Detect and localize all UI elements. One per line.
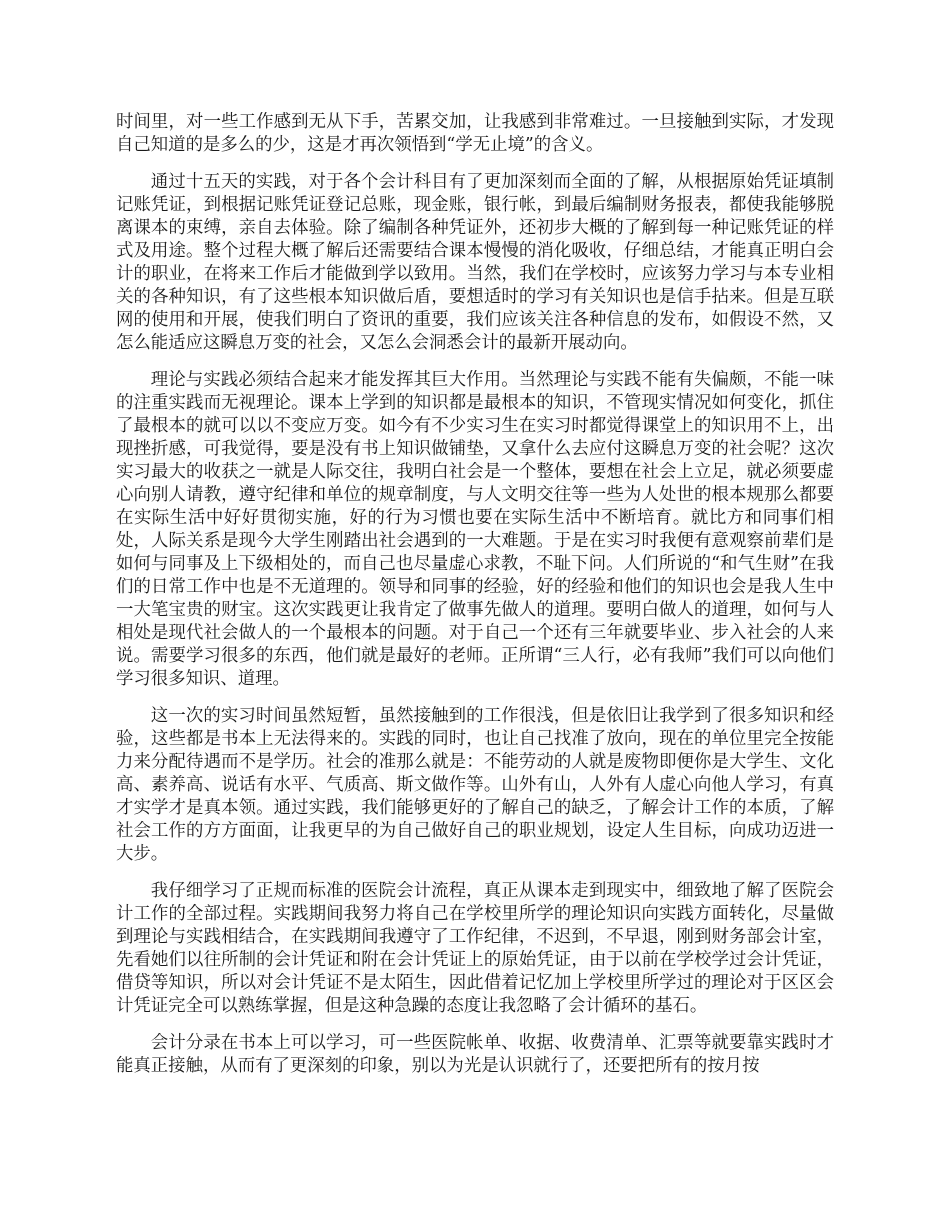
paragraph-2: 通过十五天的实践，对于各个会计科目有了更加深刻而全面的了解，从根据原始凭证填制记账凭证，到根据记账凭证登记总账，现金账，银行帐，到最后编制财务报表，都使我能够脱离课本的束缚，亲自去体验。除了编制各种凭证外，还初步大概的了解到每一种记账凭证的样式及用途。整个过程大概了解后还需要结合课本慢慢的消化吸收，仔细总结，才能真正明白会计的职业，在将来工作后才能做到学以致用。当然，我们在学校时，应该努力学习与本专业相关的各种知识，有了这些根本知识做后盾，要想适时的学习有关知识也是信手拈来。但是互联网的使用和开展，使我们明白了资讯的重要，我们应该关注各种信息的发布，如假设不然，又怎么能适应这瞬息万变的社会，又怎么会洞悉会计的最新开展动向。	[116, 172, 834, 353]
document-body	[116, 111, 834, 1092]
paragraph-1: 时间里，对一些工作感到无从下手，苦累交加，让我感到非常难过。一旦接触到实际，才发现自己知道的是多么的少，这是才再次领悟到“学无止境”的含义。	[116, 112, 834, 155]
paragraph-6: 会计分录在书本上可以学习，可一些医院帐单、收据、收费清单、汇票等就要靠实践时才能真正接触，从而有了更深刻的印象，别以为光是认识就行了，还要把所有的按月按	[116, 1033, 834, 1076]
paragraph-3: 理论与实践必须结合起来才能发挥其巨大作用。当然理论与实践不能有失偏颇，不能一味的注重实践而无视理论。课本上学到的知识都是最根本的知识，不管现实情况如何变化，抓住了最根本的就可以以不变应万变。如今有不少实习生在实习时都觉得课堂上的知识用不上，出现挫折感，可我觉得，要是没有书上知识做铺垫，又拿什么去应付这瞬息万变的社会呢？这次实习最大的收获之一就是人际交往，我明白社会是一个整体，要想在社会上立足，就必须要虚心向别人请教，遵守纪律和单位的规章制度，与人文明交往等一些为人处世的根本规那么都要在实际生活中好好贯彻实施，好的行为习惯也要在实际生活中不断培育。就比方和同事们相处，人际关系是现今大学生刚踏出社会遇到的一大难题。于是在实习时我便有意观察前辈们是如何与同事及上下级相处的，而自己也尽量虚心求教，不耻下问。人们所说的“和气生财”在我们的日常工作中也是不无道理的。领导和同事的经验，好的经验和他们的知识也会是我人生中一大笔宝贵的财宝。这次实践更让我肯定了做事先做人的道理。要明白做人的道理，如何与人相处是现代社会做人的一个最根本的问题。对于自己一个还有三年就要毕业、步入社会的人来说。需要学习很多的东西，他们就是最好的老师。正所谓“三人行，必有我师”我们可以向他们学习很多知识、道理。	[116, 370, 834, 689]
paragraph-5: 我仔细学习了正规而标准的医院会计流程，真正从课本走到现实中，细致地了解了医院会计工作的全部过程。实践期间我努力将自己在学校里所学的理论知识向实践方面转化，尽量做到理论与实践相结合，在实践期间我遵守了工作纪律，不迟到，不早退，刚到财务部会计室，先看她们以往所制的会计凭证和附在会计凭证上的原始凭证，由于以前在学校学过会计凭证，借贷等知识，所以对会计凭证不是太陌生，因此借着记忆加上学校里所学过的理论对于区区会计凭证完全可以熟练掌握，但是这种急躁的态度让我忽略了会计循环的基石。	[116, 881, 834, 1016]
paragraph-4: 这一次的实习时间虽然短暂，虽然接触到的工作很浅，但是依旧让我学到了很多知识和经验，这些都是书本上无法得来的。实践的同时，也让自己找准了放向，现在的单位里完全按能力来分配待遇而不是学历。社会的准那么就是：不能劳动的人就是废物即便你是大学生、文化高、素养高、说话有水平、气质高、斯文做作等。山外有山，人外有人虚心向他人学习，有真才实学才是真本领。通过实践，我们能够更好的了解自己的缺乏，了解会计工作的本质，了解社会工作的方方面面，让我更早的为自己做好自己的职业规划，设定人生目标，向成功迈进一大步。	[116, 706, 834, 864]
